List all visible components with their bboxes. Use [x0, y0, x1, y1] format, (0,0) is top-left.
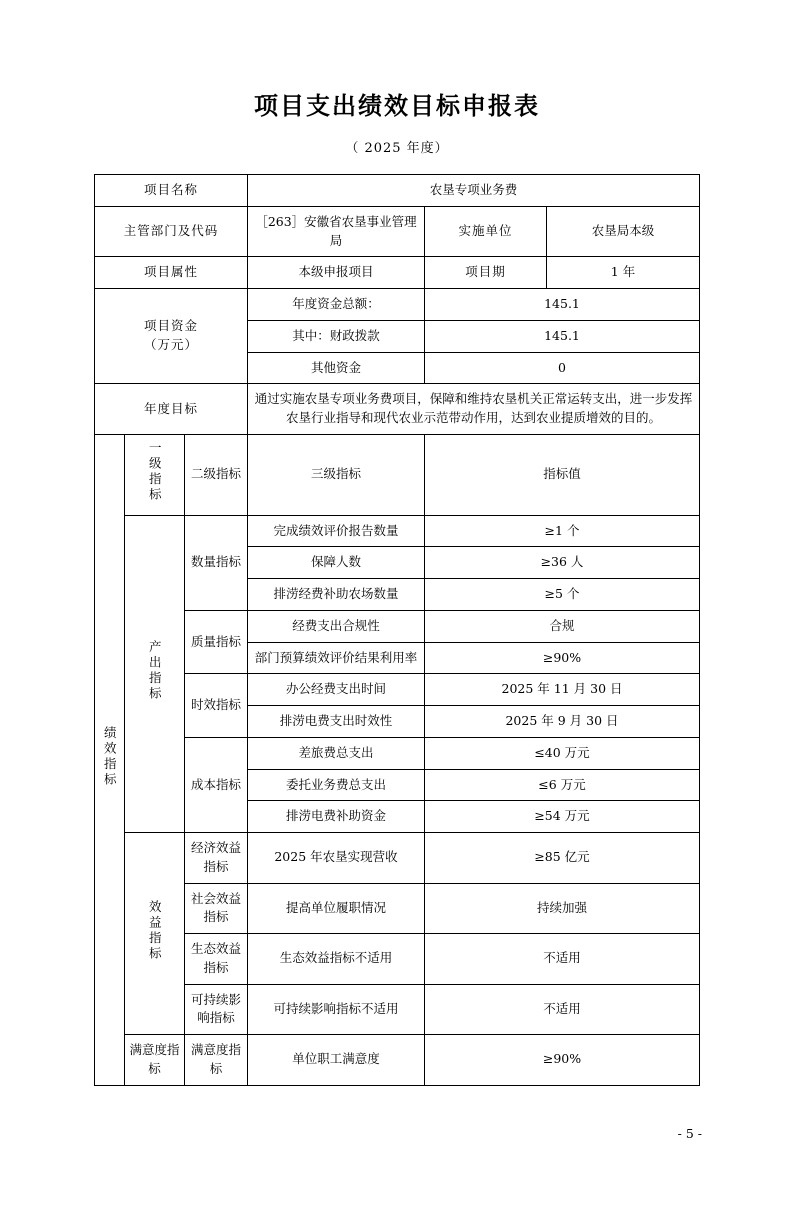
funds-fiscal-value: 145.1: [425, 320, 700, 352]
level2-economic-benefit: 经济效益指标: [184, 833, 247, 884]
indicator-value: 不适用: [425, 934, 700, 985]
level3-label: 提高单位履职情况: [248, 883, 425, 934]
level2-cost: 成本指标: [184, 737, 247, 832]
level2-timeliness: 时效指标: [184, 674, 247, 738]
level1-benefit: [124, 833, 184, 1035]
level3-label: 排涝电费支出时效性: [248, 706, 425, 738]
performance-indicator-side-text: 绩效指标: [102, 725, 118, 788]
table-row: [94, 833, 699, 884]
level3-label: 经费支出合规性: [248, 610, 425, 642]
level2-social-benefit: 社会效益指标: [184, 883, 247, 934]
level2-sustainable-impact: 可持续影响指标: [184, 984, 247, 1035]
level1-output-text: 产出指标: [147, 639, 163, 702]
table-row-project-name: [94, 175, 699, 207]
table-row: [94, 1035, 699, 1086]
page-number: - 5 -: [677, 1126, 702, 1141]
indicator-value: 合规: [425, 610, 700, 642]
level3-label: 差旅费总支出: [248, 737, 425, 769]
level2-quantity: 数量指标: [184, 515, 247, 610]
level3-label: 可持续影响指标不适用: [248, 984, 425, 1035]
level3-label: 生态效益指标不适用: [248, 934, 425, 985]
funds-total-label: 年度资金总额：: [248, 289, 425, 321]
project-funds-label: [94, 289, 247, 384]
level3-label: 保障人数: [248, 547, 425, 579]
table-row-funds-total: [94, 289, 699, 321]
table-row-indicator-header: [94, 434, 699, 515]
indicator-value: ≥36 人: [425, 547, 700, 579]
performance-goal-table: [94, 174, 700, 1086]
performance-indicator-side-label: [94, 434, 124, 1085]
level2-ecological-benefit: 生态效益指标: [184, 934, 247, 985]
project-funds-label-line1: 项目资金: [143, 318, 198, 334]
year-subtitle: （ 2025 年度）: [345, 141, 449, 156]
level3-label: 排涝电费补助资金: [248, 801, 425, 833]
funds-total-value: 145.1: [425, 289, 700, 321]
table-row: [94, 934, 699, 985]
indicator-value: ≥1 个: [425, 515, 700, 547]
project-name-label: 项目名称: [94, 175, 247, 207]
project-attribute-label: 项目属性: [94, 257, 247, 289]
level2-satisfaction: 满意度指标: [184, 1035, 247, 1086]
indicator-value: ≥90%: [425, 642, 700, 674]
project-name-value: 农垦专项业务费: [248, 175, 700, 207]
table-row-department: [94, 206, 699, 257]
project-funds-label-line2: （万元）: [143, 337, 198, 353]
department-value: ［263］安徽省农垦事业管理局: [248, 206, 425, 257]
indicator-value: 不适用: [425, 984, 700, 1035]
indicator-value: ≤40 万元: [425, 737, 700, 769]
indicator-value: 2025 年 9 月 30 日: [425, 706, 700, 738]
funds-fiscal-label: 其中：财政拨款: [248, 320, 425, 352]
level2-quality: 质量指标: [184, 610, 247, 674]
level1-output: [124, 515, 184, 833]
table-row: [94, 674, 699, 706]
page-title: 项目支出绩效目标申报表: [254, 91, 540, 120]
project-period-label: 项目期: [425, 257, 547, 289]
level1-satisfaction: 满意度指标: [124, 1035, 184, 1086]
indicator-value: ≥85 亿元: [425, 833, 700, 884]
level3-label: 部门预算绩效评价结果利用率: [248, 642, 425, 674]
table-row: [94, 883, 699, 934]
table-row: [94, 737, 699, 769]
indicator-value: 2025 年 11 月 30 日: [425, 674, 700, 706]
indicator-value: 持续加强: [425, 883, 700, 934]
indicator-value: ≥90%: [425, 1035, 700, 1086]
level3-label: 完成绩效评价报告数量: [248, 515, 425, 547]
indicator-value: ≥54 万元: [425, 801, 700, 833]
column-header-level2: 二级指标: [184, 434, 247, 515]
column-header-level1-text: 一级指标: [147, 440, 163, 503]
level3-label: 2025 年农垦实现营收: [248, 833, 425, 884]
document-page: [0, 86, 794, 1209]
column-header-value: 指标值: [425, 434, 700, 515]
implementing-unit-label: 实施单位: [425, 206, 547, 257]
project-period-value: 1 年: [547, 257, 700, 289]
level3-label: 排涝经费补助农场数量: [248, 579, 425, 611]
funds-other-value: 0: [425, 352, 700, 384]
column-header-level3: 三级指标: [248, 434, 425, 515]
level3-label: 委托业务费总支出: [248, 769, 425, 801]
table-row: [94, 610, 699, 642]
column-header-level1: [124, 434, 184, 515]
table-row: [94, 984, 699, 1035]
level3-label: 办公经费支出时间: [248, 674, 425, 706]
indicator-value: ≥5 个: [425, 579, 700, 611]
table-row-attribute: [94, 257, 699, 289]
annual-goal-text: 通过实施农垦专项业务费项目，保障和维持农垦机关正常运转支出，进一步发挥农垦行业指导和现代农业示范带动作用，达到农业提质增效的目的。: [248, 384, 700, 435]
table-row-annual-goal: [94, 384, 699, 435]
level3-label: 单位职工满意度: [248, 1035, 425, 1086]
level1-benefit-text: 效益指标: [147, 899, 163, 962]
project-attribute-value: 本级申报项目: [248, 257, 425, 289]
funds-other-label: 其他资金: [248, 352, 425, 384]
implementing-unit-value: 农垦局本级: [547, 206, 700, 257]
annual-goal-label: 年度目标: [94, 384, 247, 435]
indicator-value: ≤6 万元: [425, 769, 700, 801]
department-label: 主管部门及代码: [94, 206, 247, 257]
table-row: [94, 515, 699, 547]
